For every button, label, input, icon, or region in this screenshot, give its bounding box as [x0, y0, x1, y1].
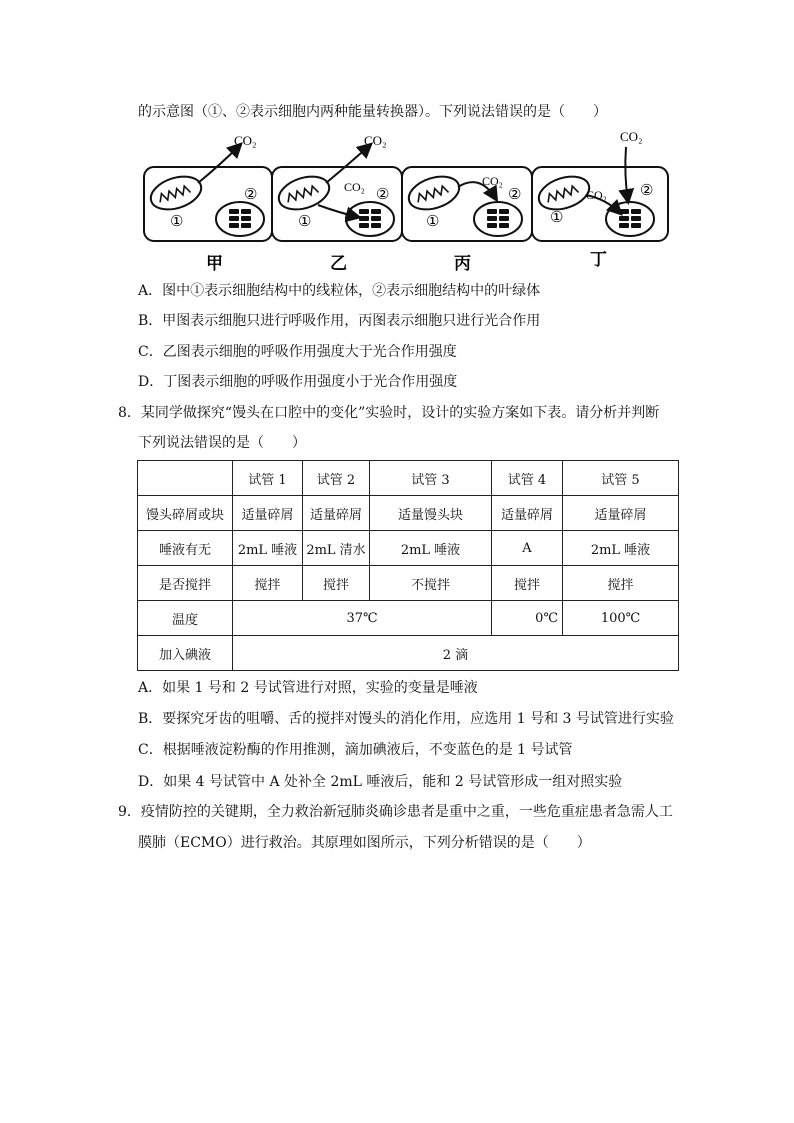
q7-option-d: D．丁图表示细胞的呼吸作用强度小于光合作用强度	[138, 374, 458, 390]
label-2: ②	[244, 187, 258, 203]
row-label: 是否搅拌	[138, 566, 233, 601]
table-cell: 搅拌	[303, 566, 370, 601]
q7-option-c: C．乙图表示细胞的呼吸作用强度大于光合作用强度	[138, 344, 457, 360]
table-header: 试管 4	[492, 461, 563, 496]
mitochondrion-icon	[405, 171, 464, 216]
panel-label-yi: 乙	[330, 254, 347, 273]
co2-label: CO₂	[586, 188, 607, 202]
q8-stem-line1: 8．某同学做探究“馒头在口腔中的变化”实验时，设计的实验方案如下表。请分析并判断	[118, 405, 660, 421]
label-1: ①	[426, 214, 440, 230]
table-header: 试管 3	[370, 461, 492, 496]
table-cell: 适量碎屑	[563, 496, 679, 531]
panel-label-ding: 丁	[590, 250, 607, 269]
chloroplast-icon	[474, 202, 522, 236]
label-1: ①	[298, 214, 312, 230]
panel-label-jia: 甲	[206, 254, 223, 273]
label-2: ②	[640, 183, 654, 199]
table-row	[138, 601, 679, 636]
table-row	[138, 636, 679, 671]
table-cell: 适量馒头块	[370, 496, 492, 531]
table-cell: 搅拌	[233, 566, 303, 601]
co2-label: CO₂	[482, 174, 503, 188]
table-cell	[138, 461, 233, 496]
table-cell: 2mL 清水	[303, 531, 370, 566]
co2-label: CO₂	[620, 129, 643, 144]
chloroplast-icon	[346, 202, 394, 236]
table-cell: 2mL 唾液	[563, 531, 679, 566]
label-2: ②	[376, 187, 390, 203]
label-1: ①	[170, 214, 184, 230]
co2-label: CO₂	[364, 133, 387, 148]
table-cell: 适量碎屑	[233, 496, 303, 531]
row-label: 加入碘液	[138, 636, 233, 671]
table-row	[138, 496, 679, 531]
label-2: ②	[508, 187, 522, 203]
table-cell: 不搅拌	[370, 566, 492, 601]
q8-option-c: C．根据唾液淀粉酶的作用推测，滴加碘液后，不变蓝色的是 1 号试管	[138, 742, 573, 758]
row-label: 馒头碎屑或块	[138, 496, 233, 531]
co2-label: CO₂	[344, 180, 365, 194]
table-cell: 2mL 唾液	[233, 531, 303, 566]
table-cell: 0℃	[492, 601, 563, 636]
table-header: 试管 5	[563, 461, 679, 496]
q7-stem: 的示意图（①、②表示细胞内两种能量转换器）。下列说法错误的是（ ）	[138, 104, 607, 120]
co2-label: CO₂	[234, 133, 257, 148]
experiment-table	[137, 460, 679, 671]
table-header-row	[138, 461, 679, 496]
table-cell: 2mL 唾液	[370, 531, 492, 566]
mitochondrion-icon	[275, 171, 334, 216]
table-row	[138, 531, 679, 566]
q8-option-a: A．如果 1 号和 2 号试管进行对照，实验的变量是唾液	[138, 680, 478, 696]
panel-label-bing: 丙	[454, 254, 471, 273]
table-cell: 2 滴	[233, 636, 679, 671]
label-1: ①	[550, 210, 564, 226]
table-cell: 37℃	[233, 601, 492, 636]
table-cell: 适量碎屑	[303, 496, 370, 531]
mitochondrion-icon	[535, 171, 594, 216]
q8-option-b: B．要探究牙齿的咀嚼、舌的搅拌对馒头的消化作用，应选用 1 号和 3 号试管进行实验	[138, 711, 674, 727]
q8-option-d: D．如果 4 号试管中 A 处补全 2mL 唾液后，能和 2 号试管形成一组对照实验	[138, 774, 623, 790]
table-row	[138, 566, 679, 601]
mitochondrion-icon	[147, 171, 206, 216]
table-cell: 搅拌	[563, 566, 679, 601]
table-cell: A	[492, 531, 563, 566]
q7-option-a: A．图中①表示细胞结构中的线粒体，②表示细胞结构中的叶绿体	[138, 283, 541, 299]
table-cell: 适量碎屑	[492, 496, 563, 531]
q9-stem-line2: 膜肺（ECMO）进行救治。其原理如图所示，下列分析错误的是（ ）	[138, 835, 591, 851]
chloroplast-icon	[216, 202, 264, 236]
table-cell: 100℃	[563, 601, 679, 636]
row-label: 温度	[138, 601, 233, 636]
q7-option-b: B．甲图表示细胞只进行呼吸作用，丙图表示细胞只进行光合作用	[138, 313, 541, 329]
q8-stem-line2: 下列说法错误的是（ ）	[138, 435, 306, 451]
table-cell: 搅拌	[492, 566, 563, 601]
table-header: 试管 1	[233, 461, 303, 496]
q9-stem-line1: 9．疫情防控的关键期，全力救治新冠肺炎确诊患者是重中之重，一些危重症患者急需人工	[118, 804, 673, 820]
table-header: 试管 2	[303, 461, 370, 496]
row-label: 唾液有无	[138, 531, 233, 566]
cell-energy-diagram	[140, 125, 680, 275]
